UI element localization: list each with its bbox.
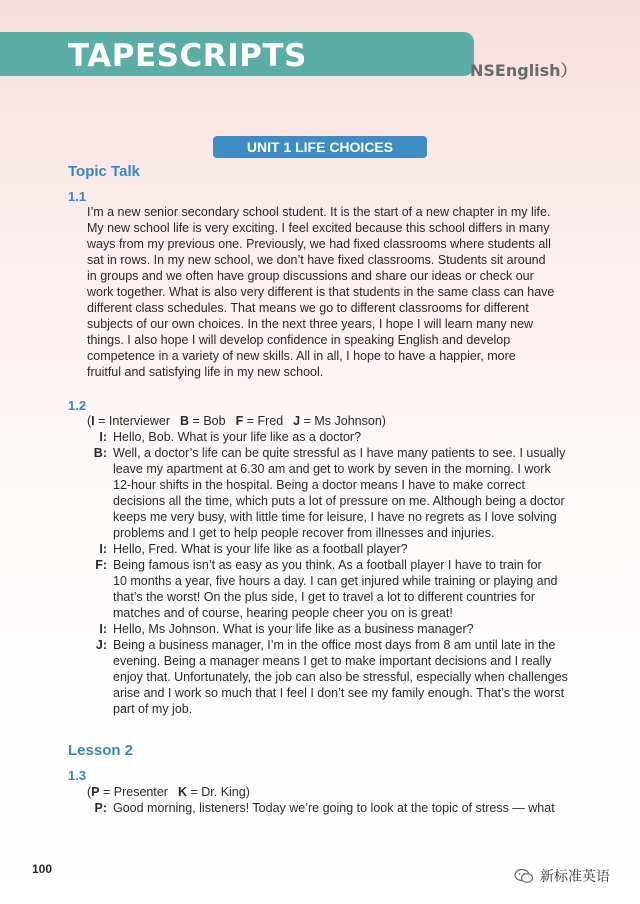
dialogue-line <box>87 653 587 669</box>
dialogue-text: part of my job. <box>113 702 193 716</box>
legend-key: F <box>235 414 244 428</box>
dialogue-line <box>87 701 587 717</box>
text-line: My new school life is very exciting. I feel excited because this school differs in many <box>87 221 550 235</box>
dialogue-text: that’s the worst! On the plus side, I get to travel a lot to different countries for <box>113 590 535 604</box>
dialogue-line <box>87 461 587 477</box>
text-line: fruitful and satisfying life in my new school. <box>87 365 324 379</box>
text-line: things. I also hope I will develop confidence in speaking English and develop <box>87 333 511 347</box>
dialogue-line <box>87 589 587 605</box>
text-line: in groups and we often have group discussions and share our ideas or check our <box>87 269 534 283</box>
dialogue-text: Good morning, listeners! Today we’re going to look at the topic of stress — what <box>113 801 555 815</box>
text-line: sat in rows. In my new school, we don’t have fixed classrooms. Students sit around <box>87 253 546 267</box>
dialogue-text: Being famous isn’t as easy as you think. As a football player I have to train for <box>113 558 542 572</box>
section-title-lesson-2: Lesson 2 <box>68 742 134 759</box>
dialogue-text: keeps me very busy, with little time for leisure, I have no regrets as I love solving <box>113 510 557 524</box>
dialogue-text: Hello, Ms Johnson. What is your life like as a business manager? <box>113 622 474 636</box>
dialogue-line <box>87 637 587 653</box>
dialogue-text: leave my apartment at 6.30 am and get to work by seven in the morning. I work <box>113 462 551 476</box>
speaker-label: P: <box>94 801 107 815</box>
dialogue-line <box>87 477 587 493</box>
dialogue-text: 12-hour shifts in the hospital. Being a doctor means I have to make correct <box>113 478 526 492</box>
speaker-label: B: <box>93 446 107 460</box>
legend-key: B <box>180 414 190 428</box>
speaker-label: I: <box>99 430 107 444</box>
page-title: TAPESCRIPTS <box>68 38 307 74</box>
speaker-label: I: <box>99 622 107 636</box>
text-line: ways from my previous one. Previously, we had fixed classrooms where students all <box>87 237 551 251</box>
dialogue-text: Being a business manager, I’m in the office most days from 8 am until late in the <box>113 638 556 652</box>
legend-name: Bob <box>203 414 226 428</box>
speaker-label: I: <box>99 542 107 556</box>
paragraph-1-1 <box>87 204 587 380</box>
text-line: I’m a new senior secondary school student. It is the start of a new chapter in my life. <box>87 205 551 219</box>
dialogue-line <box>87 605 587 621</box>
dialogue-text: evening. Being a manager means I get to make important decisions and I really <box>113 654 552 668</box>
section-label-1-2: 1.2 <box>68 398 87 413</box>
section-title-topic-talk: Topic Talk <box>68 163 140 180</box>
legend-name: Dr. King <box>201 785 246 799</box>
dialogue-text: Well, a doctor’s life can be quite stressful as I have many patients to see. I usually <box>113 446 566 460</box>
page-number: 100 <box>32 862 53 876</box>
section-label-1-1: 1.1 <box>68 189 87 204</box>
legend-name: Fred <box>257 414 284 428</box>
dialogue-line <box>87 445 587 461</box>
text-line: subjects of our own choices. In the next three years, I hope I will learn many new <box>87 317 534 331</box>
dialogue-line <box>87 429 587 445</box>
dialogue-line <box>87 573 587 589</box>
dialogue-text: Hello, Fred. What is your life like as a football player? <box>113 542 408 556</box>
dialogue-line <box>87 541 587 557</box>
dialogue-line <box>87 525 587 541</box>
dialogue-1-2 <box>87 429 587 717</box>
legend-key: K <box>177 785 187 799</box>
dialogue-1-3 <box>87 800 587 816</box>
dialogue-text: 10 months a year, five hours a day. I can get injured while training or playing and <box>113 574 558 588</box>
dialogue-text: arise and I work so much that I feel I don’t see my family enough. That’s the worst <box>113 686 565 700</box>
wechat-icon <box>514 868 534 884</box>
speaker-legend-1-2: (I = Interviewer B = Bob F = Fred J = Ms Johnson) <box>87 414 386 428</box>
dialogue-line <box>87 800 587 816</box>
legend-name: Presenter <box>113 785 168 799</box>
section-label-1-3: 1.3 <box>68 768 87 783</box>
speaker-label: F: <box>95 558 107 572</box>
dialogue-text: matches and of course, hearing people cheer you on is great! <box>113 606 453 620</box>
legend-key: J <box>293 414 301 428</box>
dialogue-line <box>87 685 587 701</box>
legend-key: P <box>91 785 100 799</box>
dialogue-text: problems and I get to help people recover from illnesses and injuries. <box>113 526 495 540</box>
unit-banner: UNIT 1 LIFE CHOICES <box>213 136 427 158</box>
dialogue-text: enjoy that. Unfortunately, the job can also be stressful, especially when challenges <box>113 670 568 684</box>
dialogue-text: decisions all the time, which puts a lot of pressure on me. Although being a doctor <box>113 494 565 508</box>
text-line: competence in a variety of new skills. All in all, I hope to have a happier, more <box>87 349 516 363</box>
dialogue-line <box>87 621 587 637</box>
text-line: work together. What is also very different is that students in the same class can have <box>87 285 555 299</box>
dialogue-text: Hello, Bob. What is your life like as a doctor? <box>113 430 362 444</box>
brand-footer <box>514 866 610 886</box>
brand-name: 新标准英语 <box>540 869 610 885</box>
legend-name: Ms Johnson <box>314 414 382 428</box>
dialogue-line <box>87 557 587 573</box>
speaker-legend-1-3: (P = Presenter K = Dr. King) <box>87 785 250 799</box>
legend-name: Interviewer <box>108 414 171 428</box>
watermark-text: NSEnglish） <box>470 61 577 80</box>
legend-key: I <box>91 414 95 428</box>
dialogue-line <box>87 493 587 509</box>
speaker-label: J: <box>95 638 107 652</box>
dialogue-line <box>87 509 587 525</box>
text-line: different class schedules. That means we go to different classrooms for different <box>87 301 529 315</box>
dialogue-line <box>87 669 587 685</box>
